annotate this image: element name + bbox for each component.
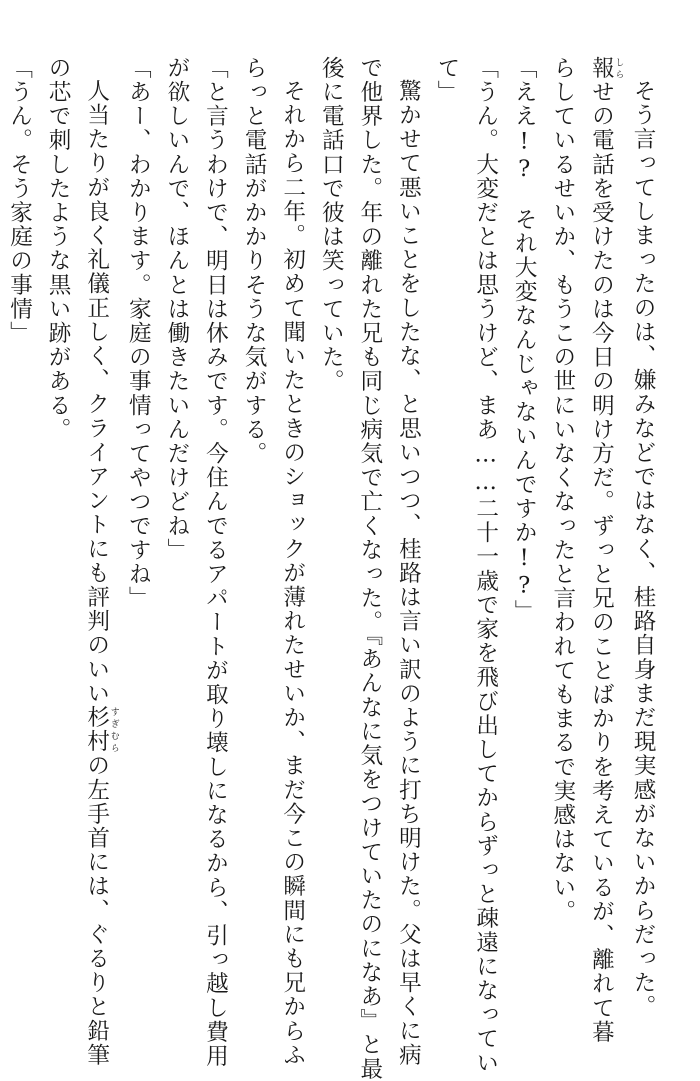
text-line: 人当たりが良く礼儀正しく、クライアントにも評判のいい杉村 すぎむらの左手首には、ぐるりと鉛筆: [83, 78, 119, 1067]
text-line: そう言ってしまったのは、嫌みなどではなく、桂路自身まだ現実感がないからだった。: [630, 78, 656, 1019]
text-line: 「ええ!? それ大変なんじゃないんですか!?」: [511, 56, 538, 624]
text-line: が欲しいんで、ほんとは働きたいんだけどね」: [163, 56, 190, 563]
ruby-text: 杉村 すぎむら: [83, 705, 119, 754]
text-line: 驚かせて悪いことをしたな、と思いつつ、桂路は言い訳のように打ち明けた。父は早くに病: [395, 78, 422, 1067]
text-line: で他界した。年の離れた兄も同じ病気で亡くなった。『あんなに気をつけていたのになあ』と最: [356, 56, 383, 1081]
vertical-text-body: [0, 56, 662, 1081]
text-line: 「うん。そう家庭の事情」: [6, 56, 33, 346]
text-line: らしているせいか、もうこの世にいなくなったと言われてもまるで実感はない。: [549, 56, 576, 924]
text-line: 「と言うわけで、明日は休みです。今住んでるアパートが取り壊しになるから、引っ越し費用: [202, 56, 229, 1069]
text-line: の芯で刺したような黒い跡がある。: [45, 56, 72, 442]
text-line: それから二年。初めて聞いたときのショックが薄れたせいか、まだ今この瞬間にも兄からふ: [279, 78, 306, 1067]
ruby-text: 報 しら: [588, 56, 624, 81]
text-line: て」: [434, 56, 461, 105]
text-line: 報 しらせの電話を受けたのは今日の明け方だ。ずっと兄のことばかりを考えているが、離れて暮: [588, 56, 624, 1045]
text-line: 「あー、わかります。家庭の事情ってやつですね」: [125, 56, 152, 611]
text-line: 「うん。大変だとは思うけど、まあ……二十一歳で家を飛び出してからずっと疎遠になってい: [472, 56, 499, 1075]
text-line: らっと電話がかかりそうな気がする。: [241, 56, 268, 466]
text-line: 後に電話口で彼は笑っていた。: [318, 56, 345, 394]
